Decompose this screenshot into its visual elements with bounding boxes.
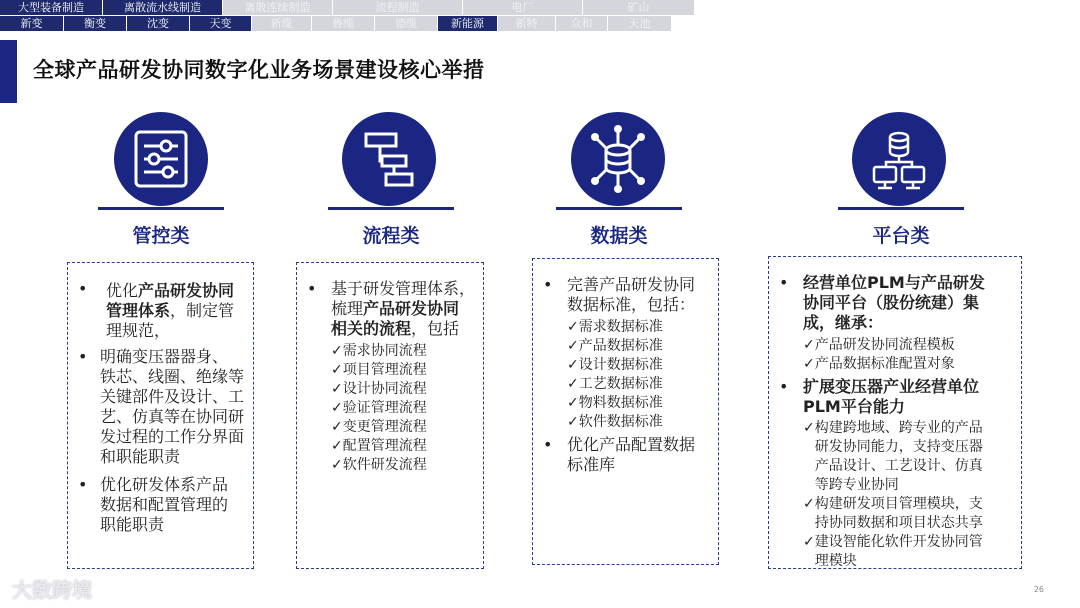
bullet: • [78, 475, 88, 494]
nav-tab[interactable]: 大型装备制造 [0, 0, 103, 15]
content-card [67, 262, 254, 569]
check-item: ✓设计协同流程 [331, 381, 427, 397]
nav-tab[interactable]: 离散连续制造 [223, 0, 333, 15]
nav-tab[interactable]: 鲁缆 [312, 16, 375, 31]
nav-tab[interactable]: 电厂 [463, 0, 583, 15]
category-underline [328, 207, 454, 210]
nav-tab[interactable]: 众和 [556, 16, 608, 31]
check-item: ✓ 构建跨地域、跨专业的产品 研发协同能力，支持变压器 产品设计、工艺设计、仿真 等跨专业协同 [803, 420, 983, 493]
check-item: ✓变更管理流程 [331, 419, 427, 435]
nav-tab[interactable]: 新缆 [252, 16, 312, 31]
check-item: ✓需求协同流程 [331, 343, 427, 359]
nav-tab[interactable]: 天变 [190, 16, 252, 31]
bullet-text: 明确变压器器身、 铁芯、线圈、绝缘等 关键部件及设计、工 艺、仿真等在协同研 发过程的工作分界面 和职能职责 [100, 347, 245, 466]
check-item: ✓项目管理流程 [331, 362, 427, 378]
content-card [532, 258, 719, 565]
sliders-icon [114, 112, 208, 206]
bullet-text: 基于研发管理体系， 梳理产品研发协同 相关的流程，包括 [331, 279, 476, 338]
bullet: • [543, 275, 553, 294]
check-list [803, 419, 1019, 571]
bullet-text: 优化研发体系产品 数据和配置管理的 职能职责 [100, 475, 229, 534]
category-underline [838, 207, 964, 210]
nav-tab-active[interactable]: 新能源 [438, 16, 498, 31]
nav-tab[interactable]: 新变 [0, 16, 64, 31]
check-item: ✓产品数据标准配置对象 [803, 356, 955, 372]
check-item: ✓物料数据标准 [567, 395, 663, 411]
page-title: 全球产品研发协同数字化业务场景建设核心举措 [33, 58, 485, 82]
server-network-icon [852, 112, 946, 206]
bullet-text: 优化产品研发协同 管理体系，制定管 理规范， [106, 281, 235, 340]
nav-tab[interactable]: 德缆 [375, 16, 438, 31]
bullet: • [307, 279, 317, 298]
bullet: • [78, 347, 88, 366]
nav-row-company [0, 16, 672, 31]
check-item: ✓产品研发协同流程模板 [803, 337, 955, 353]
check-item: ✓软件研发流程 [331, 457, 427, 473]
nav-tab[interactable]: 流程制造 [333, 0, 463, 15]
check-list [567, 318, 717, 432]
category-label: 数据类 [590, 225, 648, 247]
check-list [803, 336, 1019, 374]
watermark-logo: 大数跨境 [12, 578, 92, 602]
category-label: 平台类 [872, 225, 930, 247]
category-label: 流程类 [362, 225, 420, 247]
category-underline [98, 207, 224, 210]
nav-tab[interactable]: 矿山 [583, 0, 695, 15]
content-card [768, 256, 1022, 569]
check-item: ✓产品数据标准 [567, 338, 663, 354]
database-network-icon [571, 112, 665, 206]
nav-tab[interactable]: 天池 [608, 16, 672, 31]
nav-row-industry [0, 0, 695, 15]
category-label: 管控类 [132, 225, 190, 247]
bullet-text: 经营单位PLM与产品研发 协同平台（股份统建）集 成，继承： [803, 273, 985, 332]
bullet: • [779, 377, 789, 396]
bullet-text: 完善产品研发协同 数据标准，包括： [567, 275, 696, 314]
bullet: • [78, 279, 88, 298]
check-item: ✓ 构建研发项目管理模块，支 持协同数据和项目状态共享 [803, 496, 983, 531]
bullet: • [779, 273, 789, 292]
bullet-text: 优化产品配置数据 标准库 [567, 435, 696, 474]
nav-tab[interactable]: 离散流水线制造 [103, 0, 223, 15]
flowchart-icon [342, 112, 436, 206]
check-item: ✓需求数据标准 [567, 319, 663, 335]
title-accent-bar [0, 40, 17, 103]
nav-tab[interactable]: 沈变 [127, 16, 190, 31]
check-item: ✓配置管理流程 [331, 438, 427, 454]
check-item: ✓设计数据标准 [567, 357, 663, 373]
bullet-text: 扩展变压器产业经营单位 PLM平台能力 [803, 377, 980, 416]
bullet: • [543, 435, 553, 454]
check-list [331, 342, 481, 475]
check-item: ✓软件数据标准 [567, 414, 663, 430]
content-card [296, 262, 484, 569]
check-item: ✓工艺数据标准 [567, 376, 663, 392]
category-underline [556, 207, 682, 210]
nav-tab[interactable]: 衡变 [64, 16, 127, 31]
nav-tab[interactable]: 新特 [498, 16, 556, 31]
check-item: ✓ 建设智能化软件开发协同管 理模块 [803, 534, 983, 569]
check-item: ✓验证管理流程 [331, 400, 427, 416]
page-number: 26 [1033, 585, 1044, 594]
